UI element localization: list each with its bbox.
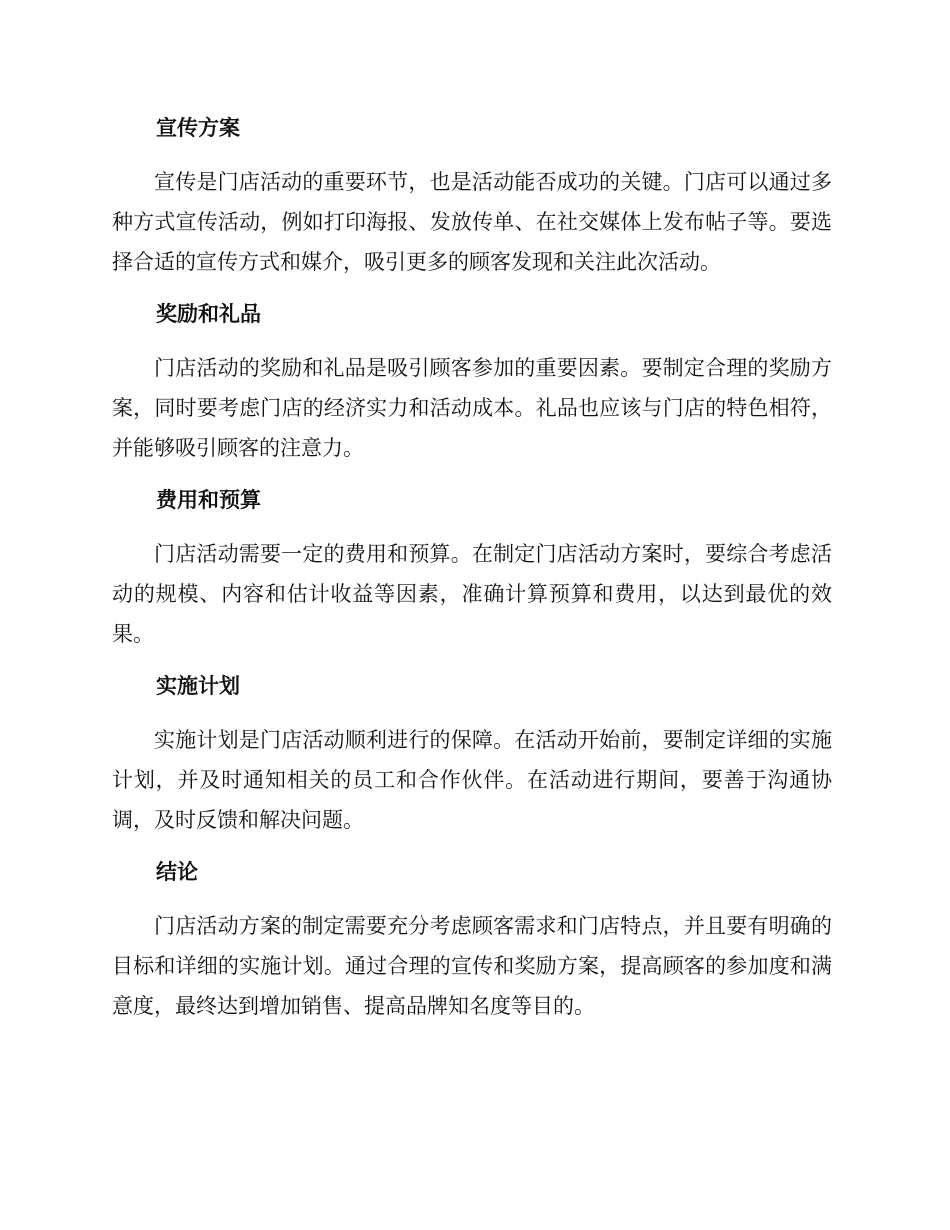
section-paragraph: 门店活动需要一定的费用和预算。在制定门店活动方案时，要综合考虑活动的规模、内容和估计收益等因素，准确计算预算和费用，以达到最优的效果。 [112, 542, 832, 646]
section-implementation-plan [112, 670, 832, 840]
section-heading: 奖励和礼品 [156, 302, 261, 326]
section-rewards-gifts [112, 298, 832, 468]
section-heading: 结论 [156, 860, 198, 884]
section-paragraph: 门店活动方案的制定需要充分考虑顾客需求和门店特点，并且要有明确的目标和详细的实施计划。通过合理的宣传和奖励方案，提高顾客的参加度和满意度，最终达到增加销售、提高品牌知名度等目的。 [112, 914, 832, 1018]
section-costs-budget [112, 484, 832, 654]
section-publicity [112, 112, 832, 282]
section-conclusion [112, 856, 832, 1026]
document-body [112, 112, 832, 1042]
section-paragraph: 门店活动的奖励和礼品是吸引顾客参加的重要因素。要制定合理的奖励方案，同时要考虑门店的经济实力和活动成本。礼品也应该与门店的特色相符，并能够吸引顾客的注意力。 [112, 356, 832, 460]
section-paragraph: 宣传是门店活动的重要环节，也是活动能否成功的关键。门店可以通过多种方式宣传活动，例如打印海报、发放传单、在社交媒体上发布帖子等。要选择合适的宣传方式和媒介，吸引更多的顾客发现和关注此次活动。 [112, 170, 832, 274]
section-heading: 宣传方案 [156, 116, 240, 140]
section-heading: 费用和预算 [156, 488, 261, 512]
section-heading: 实施计划 [156, 674, 240, 698]
section-paragraph: 实施计划是门店活动顺利进行的保障。在活动开始前，要制定详细的实施计划，并及时通知相关的员工和合作伙伴。在活动进行期间，要善于沟通协调，及时反馈和解决问题。 [112, 728, 832, 832]
